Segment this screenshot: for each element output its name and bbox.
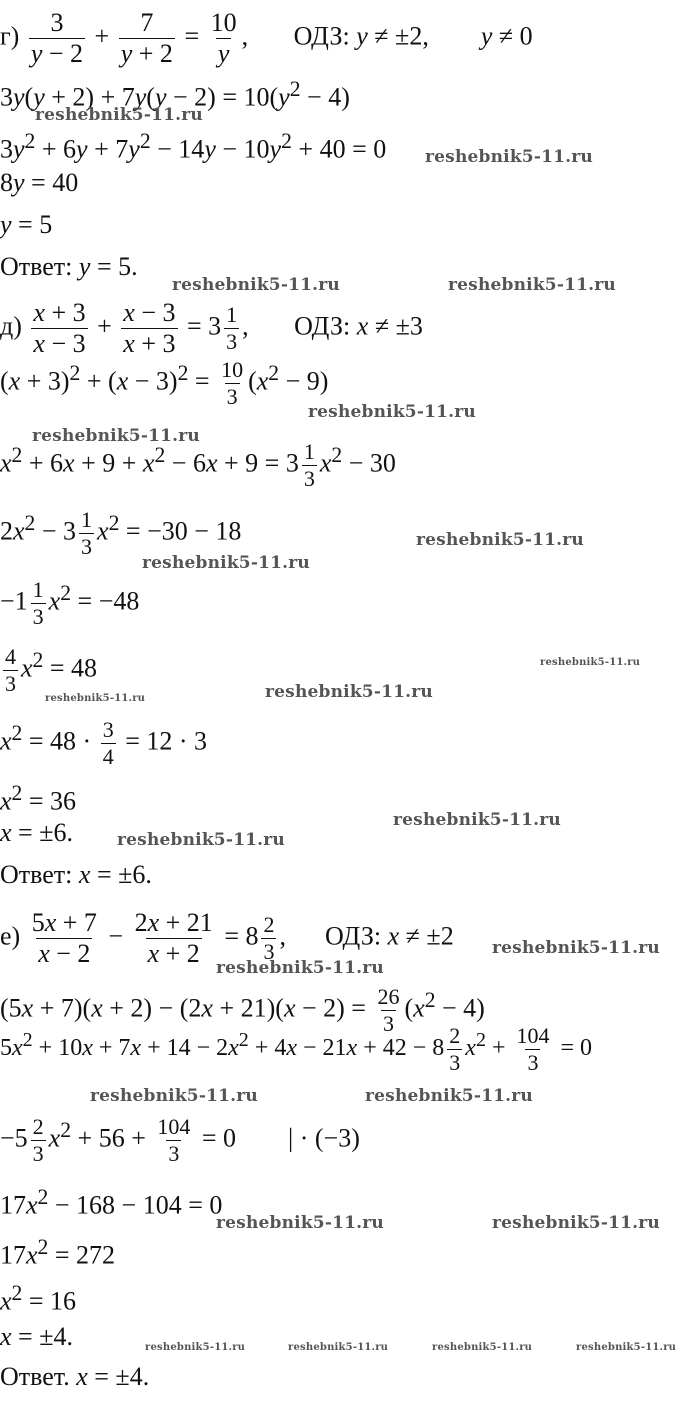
answer-line: Ответ: y = 5. <box>0 252 138 281</box>
step-line: $(x + 3)^2 + (x - 3)^2$ = $\frac{10}{3}$ $(x^2 - 9)$ <box>0 357 329 410</box>
problem-g-statement: г) $\frac{3}{y - 2}$ + $\frac{7}{y + 2}$ = $\frac{10}{y}$ , ОДЗ: y ≠ ±2, y ≠ 0 <box>0 8 533 68</box>
problem-d-statement: д) $\frac{x + 3}{x - 3}$ + $\frac{x - 3}{x + 3}$ = 3 $\frac{1}{3}$ , ОДЗ: x ≠ ±3 <box>0 298 423 358</box>
watermark: reshebnik5-11.ru <box>393 810 561 830</box>
step-line: $\frac{4}{3}$ $x^2 = 48$ <box>5 644 98 697</box>
step-line: x = ±6. <box>0 818 73 847</box>
step-line: $17x^2 - 168 - 104 = 0$ <box>0 1185 223 1220</box>
watermark: reshebnik5-11.ru <box>540 657 641 668</box>
step-line: $x^2 = 36$ <box>0 781 77 816</box>
problem-e-statement: е) $\frac{5x + 7}{x - 2}$ − $\frac{2x + 21}{x + 2}$ = 8 $\frac{2}{3}$ , ОДЗ: x ≠ ±2 <box>0 908 454 968</box>
step-line: $17x^2 = 272$ <box>0 1235 116 1270</box>
watermark: reshebnik5-11.ru <box>45 693 146 704</box>
watermark: reshebnik5-11.ru <box>35 105 203 125</box>
watermark: reshebnik5-11.ru <box>492 1213 660 1233</box>
watermark: reshebnik5-11.ru <box>365 1086 533 1106</box>
answer-line: Ответ. x = ±4. <box>0 1362 150 1391</box>
watermark: reshebnik5-11.ru <box>432 1342 533 1353</box>
step-line: (5x + 7)(x + 2) − (2x + 21)(x − 2) = $\frac{26}{3}$ $(x^2 - 4)$ <box>0 984 485 1037</box>
watermark: reshebnik5-11.ru <box>425 147 593 167</box>
watermark: reshebnik5-11.ru <box>492 938 660 958</box>
watermark: reshebnik5-11.ru <box>90 1086 258 1106</box>
step-line: $x^2 = 48$ · $\frac{3}{4}$ = 12 · 3 <box>0 717 208 770</box>
step-line: $2x^2 - 3$ $\frac{1}{3}$ $x^2 = -30 - 18$ <box>0 507 242 560</box>
step-line: 8y = 40 <box>0 168 79 197</box>
watermark: reshebnik5-11.ru <box>216 1213 384 1233</box>
watermark: reshebnik5-11.ru <box>416 530 584 550</box>
step-line: y = 5 <box>0 210 53 239</box>
watermark: reshebnik5-11.ru <box>288 1342 389 1353</box>
step-line: −1 $\frac{1}{3}$ $x^2 = -48$ <box>0 577 140 630</box>
watermark: reshebnik5-11.ru <box>576 1342 677 1353</box>
watermark: reshebnik5-11.ru <box>172 275 340 295</box>
watermark: reshebnik5-11.ru <box>145 1342 246 1353</box>
step-line: $x^2 + 6x + 9 + x^2 - 6x + 9 = 3$ $\frac{1}{3}$ $x^2 - 30$ <box>0 439 396 492</box>
watermark: reshebnik5-11.ru <box>142 553 310 573</box>
answer-line: Ответ: x = ±6. <box>0 860 152 889</box>
watermark: reshebnik5-11.ru <box>117 830 285 850</box>
watermark: reshebnik5-11.ru <box>308 402 476 422</box>
watermark: reshebnik5-11.ru <box>265 682 433 702</box>
watermark: reshebnik5-11.ru <box>216 958 384 978</box>
step-line: −5 $\frac{2}{3}$ $x^2 + 56$ + $\frac{104}{3}$ = 0 | · (−3) <box>0 1114 360 1167</box>
step-line: $3y^2 + 6y + 7y^2 - 14y - 10y^2 + 40 = 0$ <box>0 129 387 164</box>
step-line: x = ±4. <box>0 1322 73 1351</box>
step-line: $5x^2 + 10x + 7x + 14 - 2x^2 + 4x - 21x + 42 - 8$ $\frac{2}{3}$ $x^2$ + $\frac{104}{3}$ = 0 <box>0 1023 593 1075</box>
watermark: reshebnik5-11.ru <box>448 275 616 295</box>
step-line: $3y(y + 2) + 7y(y - 2) = 10(y^2 - 4)$ <box>0 77 350 112</box>
step-line: $x^2 = 16$ <box>0 1281 77 1316</box>
watermark: reshebnik5-11.ru <box>32 426 200 446</box>
